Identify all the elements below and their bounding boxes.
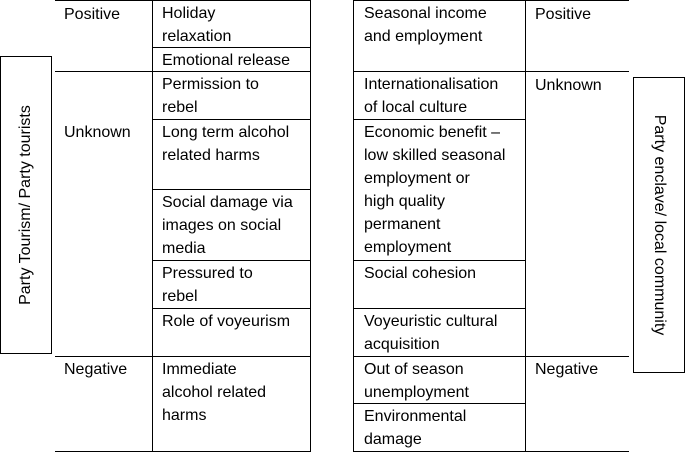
left-divider-unknown-negative	[55, 356, 311, 357]
left-top-border	[55, 0, 311, 1]
right-column-divider	[525, 0, 526, 452]
role-of-voyeurism: Role of voyeurism	[162, 313, 291, 330]
right-divider-positive-unknown	[353, 71, 629, 72]
voyeuristic-cultural-acquisition: Voyeuristic cultural acquisition	[364, 313, 498, 353]
right-top-border	[353, 0, 629, 1]
left-divider-pressured	[152, 308, 311, 309]
local-community-side-box	[633, 77, 685, 373]
permission-to-rebel: Permission to rebel	[162, 76, 259, 116]
left-category-unknown: Unknown	[64, 124, 131, 141]
right-divider-cohesion	[353, 308, 525, 309]
out-of-season-unemployment: Out of season unemployment	[364, 361, 469, 401]
left-column-divider	[152, 0, 153, 452]
environmental-damage: Environmental damage	[364, 408, 467, 448]
right-divider-unknown-negative	[353, 356, 629, 357]
long-term-alcohol-harms: Long term alcohol related harms	[162, 124, 290, 164]
left-category-positive: Positive	[64, 6, 121, 23]
left-divider-social	[152, 260, 311, 261]
right-divider-international	[353, 119, 525, 120]
pressured-to-rebel: Pressured to rebel	[162, 265, 253, 305]
right-category-negative: Negative	[535, 361, 599, 378]
social-damage-via-images: Social damage via images on social media	[162, 194, 293, 257]
right-left-border	[353, 0, 354, 452]
right-category-positive: Positive	[535, 6, 592, 23]
emotional-release: Emotional release	[162, 52, 291, 69]
left-right-border	[310, 0, 311, 452]
social-cohesion: Social cohesion	[364, 265, 477, 282]
party-tourists-side-label: Party Tourism/ Party tourists	[17, 105, 34, 305]
economic-benefit: Economic benefit – low skilled seasonal employment or high quality permanent employment	[364, 124, 506, 256]
immediate-alcohol-harms: Immediate alcohol related harms	[162, 361, 267, 424]
left-divider-longterm	[152, 189, 311, 190]
left-divider-permission	[152, 119, 311, 120]
left-category-negative: Negative	[64, 361, 128, 378]
right-category-unknown: Unknown	[535, 77, 602, 94]
local-community-side-label: Party enclave/ local community	[651, 114, 668, 336]
party-tourists-side-box	[0, 56, 52, 354]
seasonal-income-employment: Seasonal income and employment	[364, 5, 487, 45]
internationalisation-local-culture: Internationalisation of local culture	[364, 76, 499, 116]
holiday-relaxation: Holiday relaxation	[162, 5, 232, 45]
right-divider-economic	[353, 260, 525, 261]
